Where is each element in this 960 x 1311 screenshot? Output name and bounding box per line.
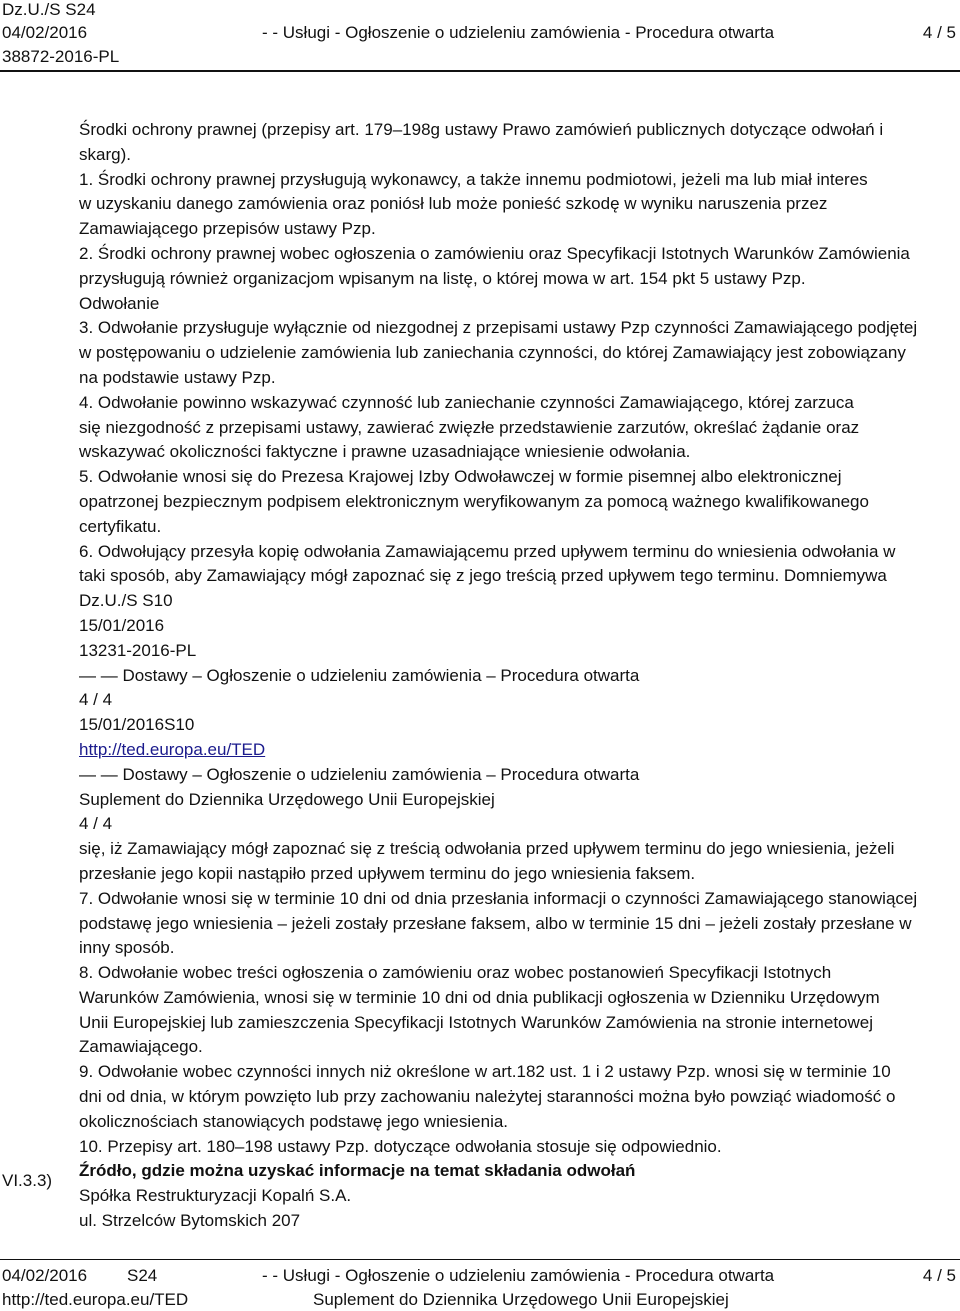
paragraph-7: 7. Odwołanie wnosi się w terminie 10 dni od dnia przesłania informacji o czynności Zamawiającego stanowiącej podstawę jego wniesienia – jeżeli zostały przesłane faksem, albo w terminie 15 dni – jeżeli zostały przesłane w inny sposób. xyxy=(79,888,918,958)
paragraph-4: 4. Odwołanie powinno wskazywać czynność lub zaniechanie czynności Zamawiającego, której zarzuca się niezgodność z przepisami ustawy, zawierać zwięzłe przedstawienie zarzutów, określać żądanie oraz wskazywać okoliczności faktyczne i prawne uzasadniające wniesienie odwołania. xyxy=(79,392,860,462)
section-number: VI.3.3) xyxy=(2,1171,53,1190)
section-heading: Źródło, gdzie można uzyskać informacje na temat składania odwołań xyxy=(79,1161,636,1181)
footer-journal: S24 xyxy=(127,1266,158,1285)
paragraph-6: 6. Odwołujący przesyła kopię odwołania Zamawiającemu przed upływem terminu do wniesienia odwołania w taki sposób, aby Zamawiający mógł zapoznać się z jego treścią przed upływem tego terminu. Domniemywa xyxy=(79,541,896,586)
document-body xyxy=(79,118,957,1234)
source-organization: Spółka Restrukturyzacji Kopalń S.A. xyxy=(79,1186,352,1206)
embedded-date: 15/01/2016 xyxy=(79,615,165,635)
embedded-title-2: — — Dostawy – Ogłoszenie o udzieleniu zamówienia – Procedura otwarta xyxy=(79,764,640,784)
paragraph-5: 5. Odwołanie wnosi się do Prezesa Krajowej Izby Odwoławczej w formie pisemnej albo elektronicznej opatrzonej bezpiecznym podpisem elektronicznym weryfikowanym za pomocą ważnego kwalifikowanego certyfikatu. xyxy=(79,467,869,536)
embedded-doc-id: 13231-2016-PL xyxy=(79,640,197,660)
paragraph-2: 2. Środki ochrony prawnej wobec ogłoszenia o zamówieniu oraz Specyfikacji Istotnych Warunków Zamówienia przysługują również organizacjom wpisanym na listę, o której mowa w art. 154 pkt 5 ustawy Pzp. xyxy=(79,243,910,288)
paragraph-10: 10. Przepisy art. 180–198 ustawy Pzp. dotyczące odwołania stosuje się odpowiednio. xyxy=(79,1136,722,1156)
header-title: - - Usługi - Ogłoszenie o udzieleniu zamówienia - Procedura otwarta xyxy=(262,23,775,42)
footer-title: - - Usługi - Ogłoszenie o udzieleniu zamówienia - Procedura otwarta xyxy=(262,1266,775,1285)
embedded-date-journal: 15/01/2016S10 xyxy=(79,715,195,735)
embedded-page: 4 / 4 xyxy=(79,690,113,710)
paragraph-8: 8. Odwołanie wobec treści ogłoszenia o zamówieniu oraz wobec postanowień Specyfikacji Istotnych Warunków Zamówienia, wnosi się w terminie 10 dni od dnia publikacji ogłoszenia w Dzienniku Urzędowym Unii Europejskiej lub zamieszczenia Specyfikacji Istotnych Warunków Zamówienia na stronie internetowej Zamawiającego. xyxy=(79,963,880,1057)
embedded-title: — — Dostawy – Ogłoszenie o udzieleniu zamówienia – Procedura otwarta xyxy=(79,665,640,685)
source-address: ul. Strzelców Bytomskich 207 xyxy=(79,1211,301,1231)
footer-url[interactable]: http://ted.europa.eu/TED xyxy=(2,1290,189,1309)
footer-date: 04/02/2016 xyxy=(2,1266,88,1285)
header-page-number: 4 / 5 xyxy=(922,23,956,42)
header-date: 04/02/2016 xyxy=(2,23,88,42)
paragraph-6-continued: się, iż Zamawiający mógł zapoznać się z treścią odwołania przed upływem terminu do jego wniesienia, jeżeli przesłanie jego kopii nastąpiło przed upływem terminu do jego wniesienia faksem. xyxy=(79,839,895,883)
paragraph-3: 3. Odwołanie przysługuje wyłącznie od niezgodnej z przepisami ustawy Pzp czynności Zamawiającego podjętej w postępowaniu o udzielenie zamówienia lub zaniechania czynności, do której Zamawiający jest zobowiązany na podstawie ustawy Pzp. xyxy=(79,318,918,387)
embedded-link-line xyxy=(79,738,957,763)
embedded-supplement: Suplement do Dziennika Urzędowego Unii Europejskiej xyxy=(79,789,495,809)
embedded-journal: Dz.U./S S10 xyxy=(79,591,173,611)
ted-link[interactable]: http://ted.europa.eu/TED xyxy=(79,739,266,759)
header-doc-id: 38872-2016-PL xyxy=(2,47,120,66)
header-divider xyxy=(0,70,960,72)
paragraph-9: 9. Odwołanie wobec czynności innych niż określone w art.182 ust. 1 i 2 ustawy Pzp. wnosi się w terminie 10 dni od dnia, w którym powzięto lub przy zachowaniu należytej staranności można było powziąć wiadomość o okolicznościach stanowiących podstawę jego wniesienia. xyxy=(79,1062,896,1131)
footer-supplement: Suplement do Dziennika Urzędowego Unii Europejskiej xyxy=(313,1290,729,1309)
subheading-odwolanie: Odwołanie xyxy=(79,293,160,313)
paragraph-1: 1. Środki ochrony prawnej przysługują wykonawcy, a także innemu podmiotowi, jeżeli ma lub miał interes w uzyskaniu danego zamówienia oraz poniósł lub może ponieść szkodę w wyniku naruszenia przez Zamawiającego przepisów ustawy Pzp. xyxy=(79,169,868,239)
footer-divider xyxy=(0,1259,960,1260)
footer-page-number: 4 / 5 xyxy=(922,1266,956,1285)
paragraph-intro: Środki ochrony prawnej (przepisy art. 179–198g ustawy Prawo zamówień publicznych dotyczące odwołań i skarg). xyxy=(79,120,884,164)
header-journal: Dz.U./S S24 xyxy=(2,0,96,19)
embedded-page-2: 4 / 4 xyxy=(79,814,113,834)
